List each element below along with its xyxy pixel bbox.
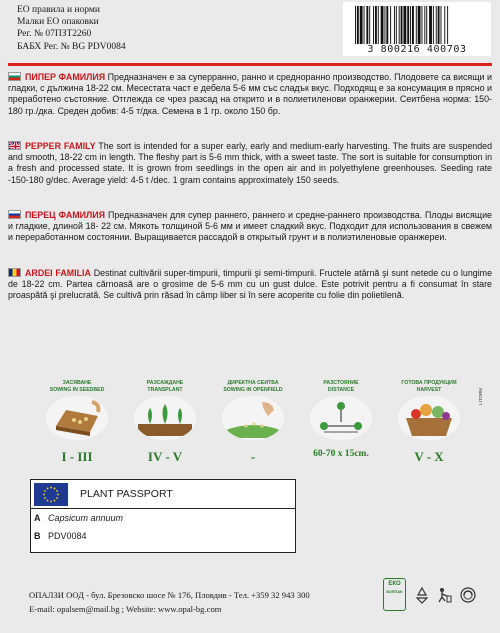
distance-column	[304, 380, 378, 459]
registration-line: Малки ЕО опаковки	[17, 17, 99, 28]
green-dot-icon	[459, 586, 477, 604]
barcode-bar	[381, 6, 384, 44]
company-address: ОПАЛЗИ ООД - бул. Брезовско шосе № 176, Пловдив - Тел. +359 32 943 300	[29, 590, 310, 600]
passport-key: B	[34, 531, 41, 541]
section-romanian	[8, 268, 492, 302]
section-heading: PEPPER FAMILY	[25, 141, 96, 151]
tidyman-icon	[435, 586, 453, 604]
passport-code: PDV0084	[48, 531, 87, 541]
barcode-bar	[436, 6, 437, 44]
icon-caption-en: DISTANCE	[327, 386, 355, 393]
barcode-bar	[396, 6, 397, 44]
barcode-bar	[416, 6, 417, 44]
passport-row-b	[34, 531, 87, 541]
barcode-bar	[407, 6, 409, 44]
barcode-bars	[343, 2, 491, 44]
icon-value: I - III	[61, 449, 93, 464]
cultivation-icons	[40, 380, 480, 465]
barcode-bar	[412, 6, 414, 44]
transplant-column	[128, 380, 202, 465]
barcode-bar	[394, 6, 395, 44]
section-heading: ПИПЕР ФАМИЛИЯ	[25, 72, 106, 82]
barcode-bar	[386, 6, 388, 44]
seedbed-icon	[46, 396, 108, 440]
barcode-bar	[384, 6, 385, 44]
barcode-bar	[403, 6, 406, 44]
section-text: The sort is intended for a super early, early and medium-early harvesting. The fruits are suspended and smooth, 18-22 cm in length. The fleshy part is 5-6 mm thick, with a sweet taste. The sort is suitable for consumption in a fresh and processed state. It is grown from seedlings in the open air and in polyethylene greenhouses. Seeding rate -150-180 g/dec. Average yield: 4-5 t /dec. 1 gram contains approximately 150 seeds.	[8, 141, 493, 185]
sowing-openfield-column	[216, 380, 290, 465]
icon-caption-bg: РАЗСТОЯНИЕ	[323, 380, 359, 386]
eko-logo-line1: ЕКО	[388, 581, 401, 587]
section-bulgarian	[8, 72, 492, 117]
icon-value: IV - V	[147, 449, 183, 464]
icon-caption-bg: ДИРЕКТНА СЕИТБА	[227, 380, 279, 386]
passport-title: PLANT PASSPORT	[80, 488, 173, 500]
section-russian	[8, 210, 492, 244]
company-footer	[29, 589, 310, 616]
section-english	[8, 141, 492, 186]
barcode-bar	[441, 6, 442, 44]
icon-caption-bg: РАЗСАЖДАНЕ	[146, 380, 184, 386]
eu-flag-icon	[34, 483, 68, 506]
icon-caption-bg: ГОТОВА ПРОДУКЦИЯ	[401, 380, 457, 386]
barcode-bar	[438, 6, 440, 44]
eu-star	[50, 487, 52, 489]
barcode-bar	[418, 6, 421, 44]
openfield-icon	[222, 396, 284, 440]
eu-star	[56, 497, 58, 499]
barcode-bar	[444, 6, 445, 44]
registration-line: БАБХ Рег. № BG PDV0084	[17, 41, 126, 52]
harvest-column	[392, 380, 466, 465]
sowing-seedbed-column	[40, 380, 114, 465]
eu-star	[44, 497, 46, 499]
eu-star	[54, 500, 56, 502]
eu-star	[56, 490, 58, 492]
top-divider	[8, 63, 492, 66]
eu-star	[47, 488, 49, 490]
eko-bulpak-logo	[383, 578, 406, 611]
eko-logo-line2: БУЛПАК	[386, 589, 403, 594]
passport-header	[31, 480, 295, 509]
barcode-bar	[369, 6, 370, 44]
barcode-bar	[447, 6, 448, 44]
icon-value: 60-70 x 15cm.	[313, 449, 369, 459]
barcode-number: 3 800216 400703	[367, 44, 467, 55]
barcode-bar	[426, 6, 427, 44]
company-contact: E-mail: opalsem@mail.bg ; Website: www.opal-bg.com	[29, 603, 222, 614]
section-text: Предназначен е за суперранно, ранно и средноранно производство. Плодовете са висящи и гладки, с дължина 18-22 см. Месестата част е дебела 5-6 мм със сладък вкус. Подходящ е за консумация в прясно и преработено състояние. Отглежда се чрез разсад на открито и в полиетиленови оранжерии. Сеитбена норма: 150-180 гр./дка. Среден добив: 4-5 т/дка. Семена в 1 гр. около 150 бр.	[8, 72, 493, 116]
uk-flag-icon	[8, 141, 21, 150]
icon-caption-en: TRANSPLANT	[147, 386, 183, 393]
barcode-bar	[357, 6, 359, 44]
eu-star	[54, 488, 56, 490]
barcode-bar	[390, 6, 391, 44]
passport-row-a	[34, 513, 123, 523]
icon-value: V - X	[414, 449, 444, 464]
section-heading: ПЕРЕЦ ФАМИЛИЯ	[25, 210, 106, 220]
icon-caption-en: SOWING IN SEEDBED	[49, 386, 105, 393]
barcode-bar	[399, 6, 400, 44]
eu-star	[57, 494, 59, 496]
russian-flag-icon	[8, 210, 21, 219]
barcode-bar	[422, 6, 423, 44]
section-heading: ARDEI FAMILIA	[25, 268, 91, 278]
eu-star	[44, 490, 46, 492]
barcode-bar	[378, 6, 379, 44]
section-text: Destinat cultivării super-timpurii, timpurii şi semi-timpurii. Fructele atârnă şi sunt netede cu o lungime de 18-22 cm. Partea cărnoasă are o grosime de 5-6 mm cu un gust dulce. Este potrivit pentru a fi consumat în stare proaspătă şi prelucrată. Se cultivă prin răsad în câmp liber si în sere acoperite cu folie din polietilenă.	[8, 268, 492, 301]
barcode-bar	[429, 6, 432, 44]
passport-botanical-name: Capsicum annuum	[48, 513, 124, 523]
barcode-bar	[375, 6, 377, 44]
barcode-bar	[364, 6, 365, 44]
icon-caption-bg: ЗАСЯВАНЕ	[62, 380, 92, 386]
distance-icon	[310, 396, 372, 440]
icon-caption-en: SOWING IN OPENFIELD	[223, 386, 283, 393]
recycle-icon	[413, 586, 431, 604]
barcode-bar	[410, 6, 411, 44]
barcode-bar	[433, 6, 434, 44]
eu-star	[47, 500, 49, 502]
transplant-icon	[134, 396, 196, 440]
eu-star	[50, 501, 52, 503]
barcode-bar	[373, 6, 374, 44]
harvest-basket-icon	[398, 396, 460, 440]
barcode	[343, 2, 491, 56]
section-text: Предназначен для супер раннего, раннего и средне-раннего производства. Плоды висящие и гладкие, длиной 18- 22 см. Мякоть толщиной 5-6 мм и имеет сладкий вкус. Подходит для использования в свежем и переработанном состоянии. Выращивается рассадой в открытый грунт и в полиэтиленовые оранжереи.	[8, 210, 492, 243]
litorm-label: LITORM	[478, 388, 483, 405]
registration-info	[17, 4, 126, 53]
passport-key: A	[34, 513, 41, 523]
icon-caption-en: HARVEST	[416, 386, 442, 393]
barcode-bar	[401, 6, 403, 44]
barcode-bar	[360, 6, 363, 44]
bulgarian-flag-icon	[8, 72, 21, 81]
icon-value: -	[250, 449, 256, 464]
plant-passport	[30, 479, 296, 553]
registration-line: ЕО правила и норми	[17, 5, 100, 15]
barcode-bar	[366, 6, 368, 44]
romanian-flag-icon	[8, 268, 21, 277]
eu-star	[43, 494, 45, 496]
barcode-bar	[355, 6, 356, 44]
registration-line: Рег. № 07ПЗТ2260	[17, 29, 92, 40]
barcode-bar	[424, 6, 425, 44]
